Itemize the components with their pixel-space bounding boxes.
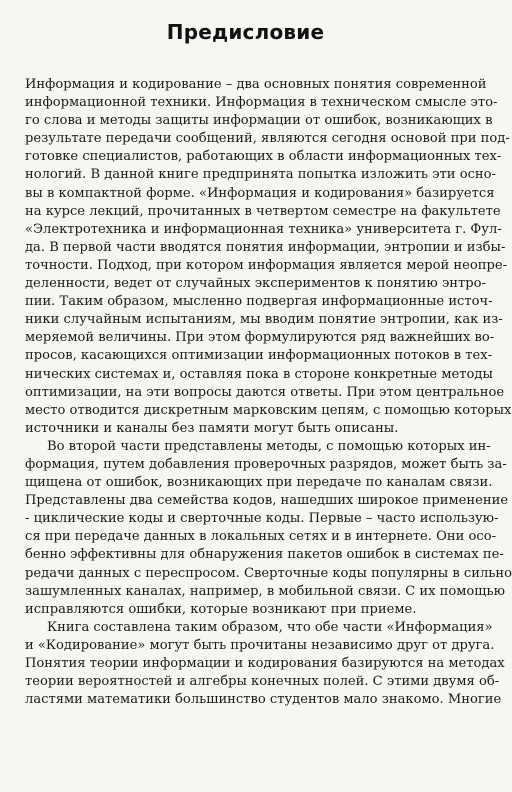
text-line: нических системах и, оставляя пока в стороне конкретные методы <box>25 366 493 382</box>
text-line: Во второй части представлены методы, с помощью которых ин- <box>47 438 491 454</box>
text-line: ся при передаче данных в локальных сетях и в интернете. Они осо- <box>25 529 497 545</box>
page-title: Предисловие <box>166 20 325 44</box>
text-line: - циклические коды и сверточные коды. Первые – часто использую- <box>25 511 499 527</box>
text-line: просов, касающихся оптимизации информационных потоков в тех- <box>25 348 493 364</box>
text-line: вы в компактной форме. «Информация и кодирования» базируется <box>25 185 495 201</box>
text-line: исправляются ошибки, которые возникают при приеме. <box>25 601 417 617</box>
text-line: пии. Таким образом, мысленно подвергая информационные источ- <box>25 294 493 310</box>
text-line: да. В первой части вводятся понятия информации, энтропии и избы- <box>25 239 506 255</box>
text-line: деленности, ведет от случайных экспериментов к понятию энтро- <box>25 276 486 292</box>
text-line: ники случайным испытаниям, мы вводим понятие энтропии, как из- <box>25 312 503 328</box>
text-line: на курсе лекций, прочитанных в четвертом семестре на факультете <box>25 203 501 219</box>
paragraph <box>25 619 505 709</box>
text-line: точности. Подход, при котором информация является мерой неопре- <box>25 257 508 273</box>
text-line: результате передачи сообщений, являются сегодня основой при под- <box>25 131 510 147</box>
body-text <box>25 76 512 709</box>
text-line: теории вероятностей и алгебры конечных полей. С этими двумя об- <box>25 674 500 690</box>
text-line: Книга составлена таким образом, что обе части «Информация» <box>47 619 493 635</box>
paragraph <box>25 76 512 438</box>
text-line: щищена от ошибок, возникающих при передаче по каналам связи. <box>25 475 493 491</box>
text-line: Представлены два семейства кодов, нашедших широкое применение <box>25 493 509 509</box>
text-line: Информация и кодирование – два основных понятия современной <box>25 77 487 92</box>
text-line: место отводится дискретным марковским цепям, с помощью которых <box>25 402 512 418</box>
text-line: оптимизации, на эти вопросы даются ответы. При этом центральное <box>25 384 505 400</box>
text-line: Понятия теории информации и кодирования базируются на методах <box>25 656 505 671</box>
text-line: зашумленных каналах, например, в мобильной связи. С их помощью <box>25 583 506 599</box>
text-line: го слова и методы защиты информации от ошибок, возникающих в <box>25 113 493 129</box>
text-line: бенно эффективны для обнаружения пакетов ошибок в системах пе- <box>25 547 504 563</box>
text-line: ластями математики большинство студентов мало знакомо. Многие <box>25 692 502 708</box>
text-line: готовке специалистов, работающих в области информационных тех- <box>25 149 502 165</box>
text-line: информационной техники. Информация в техническом смысле это- <box>25 95 498 111</box>
paragraph <box>25 438 512 619</box>
text-line: «Электротехника и информационная техника» университета г. Фул- <box>25 221 502 237</box>
text-line: формация, путем добавления проверочных разрядов, может быть за- <box>25 456 507 472</box>
text-line: меряемой величины. При этом формулируются ряд важнейших во- <box>25 330 495 346</box>
text-line: и «Кодирование» могут быть прочитаны независимо друг от друга. <box>25 637 495 653</box>
text-line: источники и каналы без памяти могут быть описаны. <box>25 420 399 436</box>
text-line: редачи данных с переспросом. Сверточные коды популярны в сильно <box>25 565 512 581</box>
text-line: нологий. В данной книге предпринята попытка изложить эти осно- <box>25 167 496 183</box>
